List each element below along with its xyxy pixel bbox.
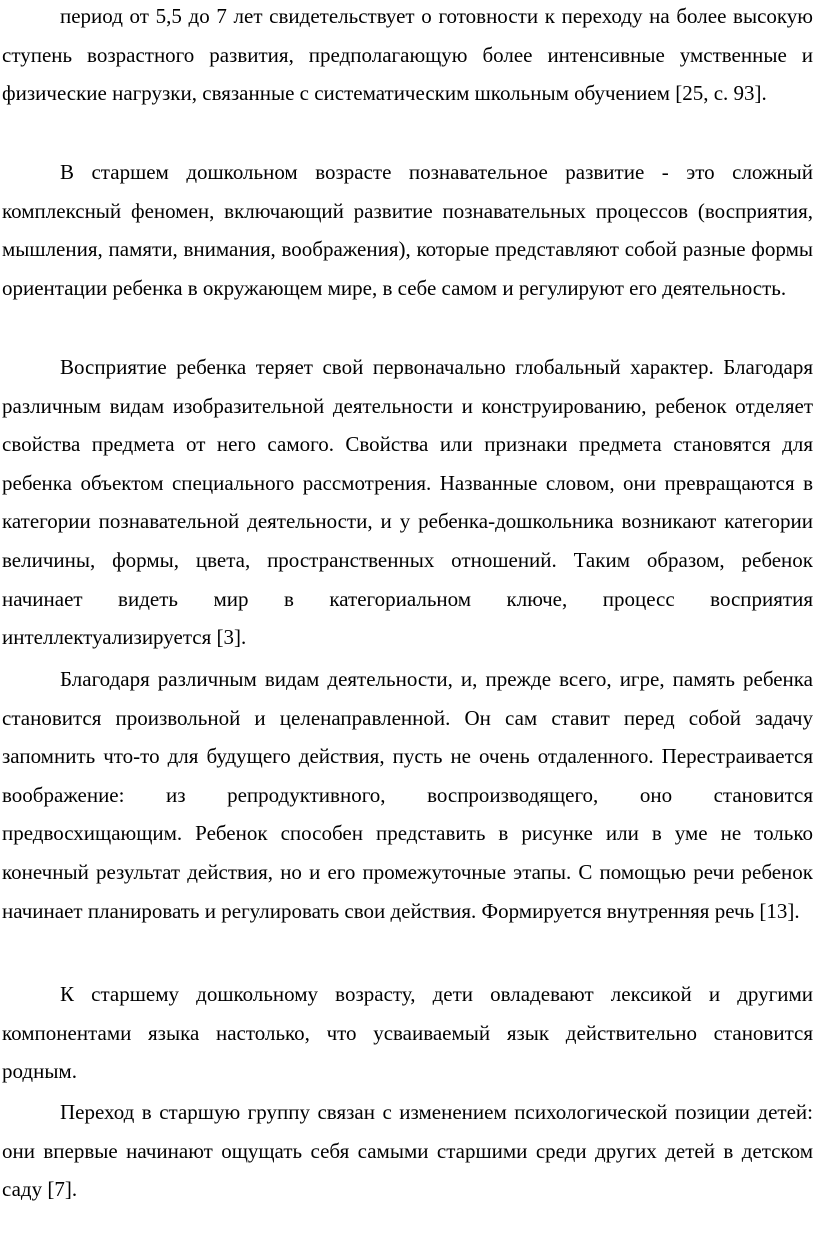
- paragraph-perception: Восприятие ребенка теряет свой первоначально глобальный характер. Благодаря различным видам изобразительной деятельности и конструированию, ребенок отделяет свойства предмета от него самого. Свойства или признаки предмета становятся для ребенка объектом специального рассмотрения. Названные словом, они превращаются в категории познавательной деятельности, и у ребенка-дошкольника возникают категории величины, формы, цвета, пространственных отношений. Таким образом, ребенок начинает видеть мир в категориальном ключе, процесс восприятия интеллектуализируется [3].: [2, 355, 813, 650]
- paragraph-senior-group: Переход в старшую группу связан с изменением психологической позиции детей: они впервые начинают ощущать себя самыми старшими среди других детей в детском саду [7].: [2, 1100, 813, 1202]
- paragraph-age-readiness: период от 5,5 до 7 лет свидетельствует о готовности к переходу на более высокую ступень возрастного развития, предполагающую более интенсивные умственные и физические нагрузки, связанные с систематическим школьным обучением [25, с. 93].: [2, 4, 813, 106]
- paragraph-cognitive-development: В старшем дошкольном возрасте познавательное развитие - это сложный комплексный феномен, включающий развитие познавательных процессов (восприятия, мышления, памяти, внимания, воображения), которые представляют собой разные формы ориентации ребенка в окружающем мире, в себе самом и регулируют его деятельность.: [2, 160, 813, 300]
- paragraph-memory-imagination: Благодаря различным видам деятельности, и, прежде всего, игре, память ребенка становится произвольной и целенаправленной. Он сам ставит перед собой задачу запомнить что-то для будущего действия, пусть не очень отдаленного. Перестраивается воображение: из репродуктивного, воспроизводящего, оно становится предвосхищающим. Ребенок способен представить в рисунке или в уме не только конечный результат действия, но и его промежуточные этапы. С помощью речи ребенок начинает планировать и регулировать свои действия. Формируется внутренняя речь [13].: [2, 667, 813, 923]
- paragraph-language: К старшему дошкольному возрасту, дети овладевают лексикой и другими компонентами языка настолько, что усваиваемый язык действительно становится родным.: [2, 982, 813, 1084]
